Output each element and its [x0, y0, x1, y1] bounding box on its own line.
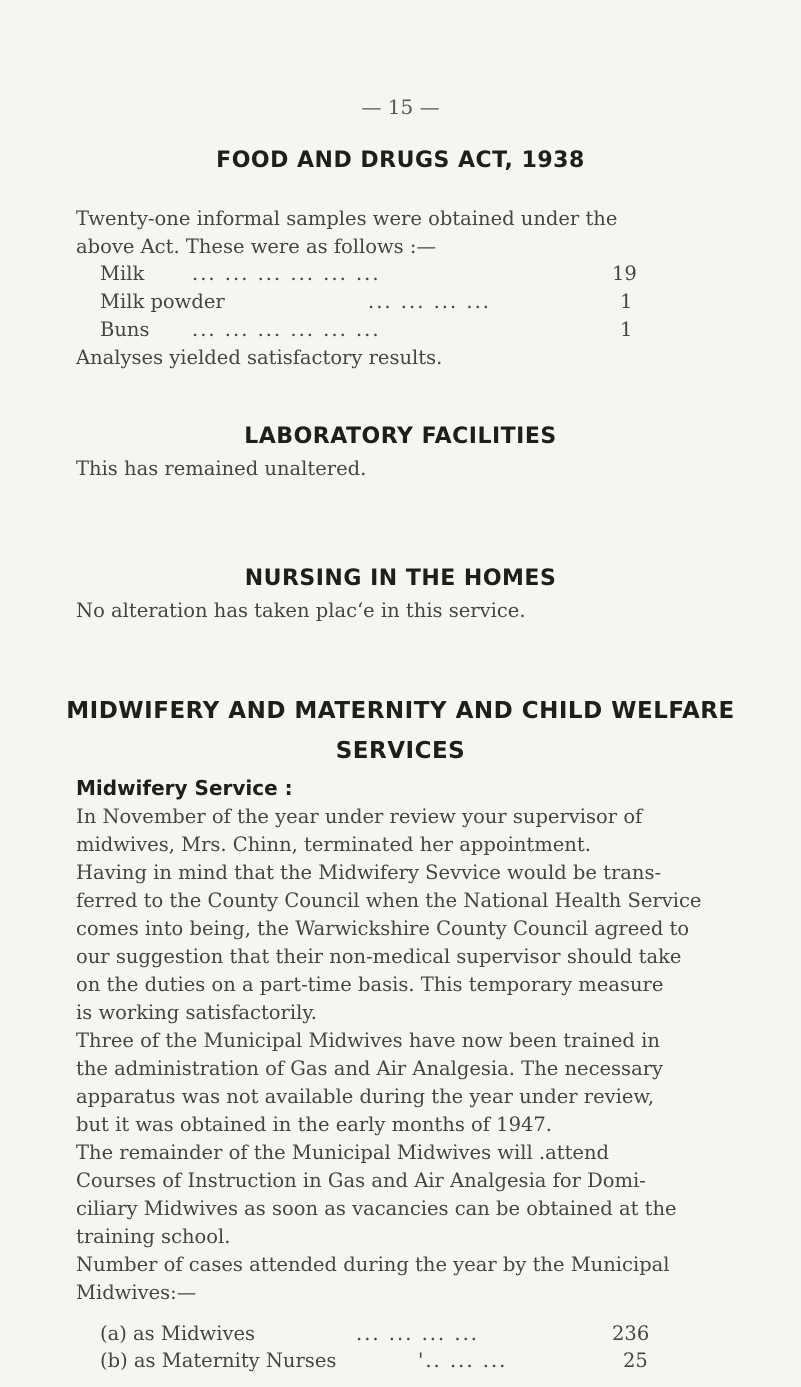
nursing-text: No alteration has taken placʻe in this service. [76, 599, 526, 622]
text-line: training school. [76, 1225, 231, 1248]
paragraph-4 [76, 1139, 746, 1251]
text-line: In November of the year under review your supervisor of [76, 805, 643, 828]
intro-line-1: Twenty-one informal samples were obtained under the [76, 207, 618, 230]
leader-dots: ... ... ... ... [356, 1322, 479, 1345]
text-line: Number of cases attended during the year by the Municipal [76, 1253, 670, 1276]
paragraph-1 [76, 803, 746, 859]
text-line: midwives, Mrs. Chinn, terminated her appointment. [76, 833, 591, 856]
text-line: Three of the Municipal Midwives have now been trained in [76, 1029, 660, 1052]
sample-label: Milk powder [100, 290, 225, 313]
text-line: Courses of Instruction in Gas and Air Analgesia for Domi- [76, 1169, 646, 1192]
text-line: The remainder of the Municipal Midwives will .attend [76, 1141, 609, 1164]
text-line: our suggestion that their non-medical supervisor should take [76, 945, 682, 968]
paragraph-2 [76, 859, 746, 1027]
text-line: apparatus was not available during the year under review, [76, 1085, 655, 1108]
midwifery-heading-line-1: MIDWIFERY AND MATERNITY AND CHILD WELFARE [66, 698, 735, 724]
nursing-heading: NURSING IN THE HOMES [244, 566, 557, 591]
food-drugs-result: Analyses yielded satisfactory results. [76, 346, 443, 369]
text-line: comes into being, the Warwickshire County Council agreed to [76, 917, 690, 940]
text-line: ferred to the County Council when the National Health Service [76, 889, 702, 912]
midwifery-heading-line-2: SERVICES [335, 738, 466, 764]
text-line: is working satisfactorily. [76, 1001, 317, 1024]
text-line: on the duties on a part-time basis. This temporary measure [76, 973, 664, 996]
laboratory-text: This has remained unaltered. [76, 457, 367, 480]
page-number: — 15 — [361, 95, 440, 119]
text-line: the administration of Gas and Air Analgesia. The necessary [76, 1057, 664, 1080]
leader-dots: ... ... ... ... ... ... [192, 318, 381, 341]
case-count: 236 [612, 1322, 650, 1345]
case-count: 25 [623, 1349, 648, 1372]
case-label: (b) as Maternity Nurses [100, 1349, 337, 1372]
sample-count: 19 [612, 262, 637, 285]
text-line: ciliary Midwives as soon as vacancies can be obtained at the [76, 1197, 677, 1220]
laboratory-heading: LABORATORY FACILITIES [244, 424, 557, 449]
text-line: Having in mind that the Midwifery Sevvice would be trans- [76, 861, 662, 884]
case-label: (a) as Midwives [100, 1322, 256, 1345]
sample-label: Milk [100, 262, 145, 285]
midwifery-subheading: Midwifery Service : [76, 776, 293, 800]
sample-label: Buns [100, 318, 150, 341]
food-drugs-heading: FOOD AND DRUGS ACT, 1938 [216, 148, 585, 173]
paragraph-3 [76, 1027, 746, 1139]
intro-line-2: above Act. These were as follows :— [76, 235, 436, 258]
midwifery-heading [40, 691, 761, 771]
sample-count: 1 [620, 290, 633, 313]
sample-count: 1 [620, 318, 633, 341]
text-line: Midwives:— [76, 1281, 197, 1304]
leader-dots: ... ... ... ... [368, 290, 491, 313]
paragraph-5 [76, 1251, 746, 1307]
leader-dots: ... ... ... ... ... ... [192, 262, 381, 285]
leader-dots: '.. ... ... [418, 1349, 508, 1372]
text-line: but it was obtained in the early months of 1947. [76, 1113, 553, 1136]
food-drugs-intro [76, 205, 746, 261]
